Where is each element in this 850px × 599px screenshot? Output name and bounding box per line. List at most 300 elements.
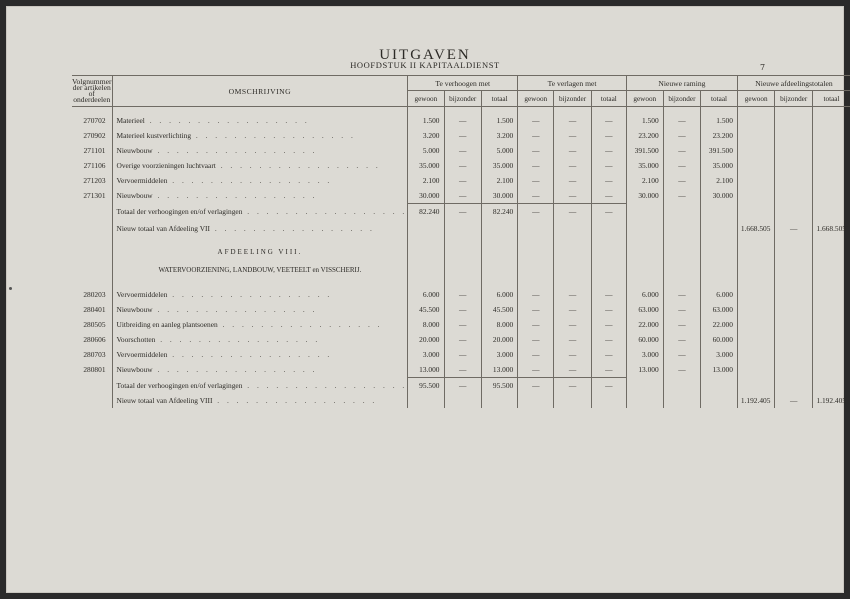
- sub-bijzonder: bijzonder: [775, 91, 813, 107]
- section-heading-row: [72, 238, 850, 259]
- value-cell: 3.200: [482, 128, 518, 143]
- value-cell: [663, 238, 701, 259]
- leader-dots: . . . . . . . . . . . . . . . . .: [215, 161, 381, 170]
- value-cell: [812, 113, 850, 128]
- value-cell: [737, 113, 775, 128]
- row-description: [112, 393, 408, 408]
- article-number: 280401: [83, 305, 106, 314]
- description-text: Nieuw totaal van Afdeeling VIII: [116, 396, 213, 405]
- value-cell: 60.000: [701, 332, 738, 347]
- value-cell: [812, 362, 850, 378]
- value-cell: —: [444, 332, 482, 347]
- article-number: [72, 378, 112, 394]
- department-total-value: 1.192.405: [737, 393, 775, 408]
- value-cell: 1.500: [626, 113, 663, 128]
- value-cell: 35.000: [482, 158, 518, 173]
- department-total-value: —: [775, 393, 813, 408]
- department-total-value: 1.192.405: [812, 393, 850, 408]
- value-cell: [482, 259, 518, 281]
- value-cell: [775, 158, 813, 173]
- value-cell: —: [663, 347, 701, 362]
- leader-dots: . . . . . . . . . . . . . . . . .: [167, 290, 333, 299]
- value-cell: —: [518, 347, 554, 362]
- value-cell: [626, 204, 663, 220]
- value-cell: —: [444, 317, 482, 332]
- value-cell: —: [591, 173, 626, 188]
- value-cell: 8.000: [408, 317, 444, 332]
- value-cell: 35.000: [626, 158, 663, 173]
- value-cell: [444, 393, 482, 408]
- value-cell: —: [663, 188, 701, 204]
- description-text: Nieuwbouw: [116, 146, 153, 155]
- row-description: [112, 362, 408, 378]
- value-cell: [737, 287, 775, 302]
- leader-dots: . . . . . . . . . . . . . . . . .: [242, 380, 408, 390]
- value-cell: 20.000: [408, 332, 444, 347]
- value-cell: 13.000: [482, 362, 518, 378]
- value-cell: [775, 143, 813, 158]
- article-number: [72, 219, 112, 238]
- value-cell: 1.500: [408, 113, 444, 128]
- value-cell: —: [554, 173, 592, 188]
- leader-dots: . . . . . . . . . . . . . . . . .: [152, 365, 318, 375]
- value-cell: —: [663, 302, 701, 317]
- value-cell: 60.000: [626, 332, 663, 347]
- leader-dots: . . . . . . . . . . . . . . . . .: [167, 176, 333, 185]
- value-cell: [591, 259, 626, 281]
- value-cell: [737, 143, 775, 158]
- value-cell: —: [518, 332, 554, 347]
- value-cell: —: [663, 113, 701, 128]
- value-cell: [444, 259, 482, 281]
- value-cell: 30.000: [626, 188, 663, 204]
- value-cell: —: [518, 143, 554, 158]
- value-cell: [812, 128, 850, 143]
- value-cell: —: [444, 113, 482, 128]
- value-cell: 45.500: [408, 302, 444, 317]
- article-number: [72, 259, 112, 281]
- row-description: [112, 332, 408, 347]
- sub-totaal: totaal: [701, 91, 738, 107]
- value-cell: [775, 173, 813, 188]
- value-cell: 391.500: [701, 143, 738, 158]
- value-cell: [737, 302, 775, 317]
- expenditure-table: [72, 75, 850, 408]
- value-cell: —: [663, 158, 701, 173]
- article-number: 271106: [83, 161, 106, 170]
- article-number: [72, 238, 112, 259]
- table-row: [72, 347, 850, 362]
- value-cell: 1.500: [701, 113, 738, 128]
- value-cell: [737, 128, 775, 143]
- value-cell: [775, 238, 813, 259]
- value-cell: [775, 113, 813, 128]
- leader-dots: . . . . . . . . . . . . . . . . .: [155, 335, 321, 344]
- description-text: Totaal der verhoogingen en/of verlagingen: [116, 380, 243, 390]
- value-cell: [812, 188, 850, 204]
- article-number: 280505: [83, 320, 106, 329]
- value-cell: 35.000: [408, 158, 444, 173]
- value-cell: [663, 378, 701, 394]
- value-cell: —: [663, 332, 701, 347]
- value-cell: [554, 219, 592, 238]
- value-cell: —: [518, 113, 554, 128]
- value-cell: —: [444, 302, 482, 317]
- total-row: [72, 204, 850, 220]
- row-description: [112, 378, 408, 394]
- description-text: Vervoermiddelen: [116, 290, 168, 299]
- value-cell: [812, 287, 850, 302]
- value-cell: —: [444, 347, 482, 362]
- value-cell: 6.000: [626, 287, 663, 302]
- value-cell: 6.000: [482, 287, 518, 302]
- value-cell: —: [591, 287, 626, 302]
- value-cell: —: [663, 317, 701, 332]
- value-cell: [591, 219, 626, 238]
- value-cell: [701, 259, 738, 281]
- value-cell: [663, 393, 701, 408]
- group-te-verhoogen: Te verhoogen met: [408, 76, 518, 91]
- section-title: AFDEELING VIII.: [112, 238, 408, 259]
- value-cell: —: [444, 143, 482, 158]
- value-cell: —: [554, 302, 592, 317]
- value-cell: —: [518, 317, 554, 332]
- value-cell: —: [591, 362, 626, 378]
- value-cell: —: [554, 317, 592, 332]
- value-cell: [701, 219, 738, 238]
- leader-dots: . . . . . . . . . . . . . . . . .: [242, 206, 408, 216]
- row-description: [112, 128, 408, 143]
- value-cell: —: [591, 113, 626, 128]
- value-cell: 1.500: [482, 113, 518, 128]
- total-row: [72, 378, 850, 394]
- value-cell: [626, 393, 663, 408]
- sub-bijzonder: bijzonder: [444, 91, 482, 107]
- article-number: [72, 204, 112, 220]
- page-title: UITGAVEN: [379, 47, 471, 63]
- value-cell: [701, 238, 738, 259]
- value-cell: 2.100: [626, 173, 663, 188]
- value-cell: [812, 143, 850, 158]
- value-cell: [775, 259, 813, 281]
- total-value: —: [591, 378, 626, 394]
- value-cell: 30.000: [701, 188, 738, 204]
- value-cell: 23.200: [701, 128, 738, 143]
- value-cell: [663, 259, 701, 281]
- value-cell: [775, 204, 813, 220]
- value-cell: [591, 393, 626, 408]
- description-text: Nieuw totaal van Afdeeling VII: [116, 224, 210, 233]
- article-number: 280703: [83, 350, 106, 359]
- value-cell: 63.000: [626, 302, 663, 317]
- value-cell: [444, 219, 482, 238]
- new-total-row: [72, 219, 850, 238]
- description-text: Overige voorzieningen luchtvaart: [116, 161, 216, 170]
- value-cell: 13.000: [626, 362, 663, 378]
- value-cell: 2.100: [408, 173, 444, 188]
- value-cell: [482, 393, 518, 408]
- value-cell: 2.100: [482, 173, 518, 188]
- table-row: [72, 143, 850, 158]
- value-cell: [812, 204, 850, 220]
- row-description: [112, 219, 408, 238]
- value-cell: [518, 259, 554, 281]
- description-text: Vervoermiddelen: [116, 176, 168, 185]
- value-cell: [737, 238, 775, 259]
- sub-gewoon: gewoon: [518, 91, 554, 107]
- value-cell: [626, 219, 663, 238]
- value-cell: [737, 347, 775, 362]
- col-omschrijving: OMSCHRIJVING: [112, 76, 408, 107]
- value-cell: —: [444, 287, 482, 302]
- value-cell: 6.000: [701, 287, 738, 302]
- value-cell: —: [444, 128, 482, 143]
- article-number: 270902: [83, 131, 106, 140]
- value-cell: [775, 128, 813, 143]
- total-value: 82.240: [408, 204, 444, 220]
- value-cell: [554, 393, 592, 408]
- leader-dots: . . . . . . . . . . . . . . . . .: [191, 131, 356, 140]
- article-number: 270702: [83, 116, 106, 125]
- value-cell: [626, 259, 663, 281]
- value-cell: [518, 393, 554, 408]
- group-nieuwe-raming: Nieuwe raming: [626, 76, 737, 91]
- value-cell: 3.200: [408, 128, 444, 143]
- description-text: Nieuwbouw: [116, 365, 153, 375]
- value-cell: [812, 173, 850, 188]
- total-value: —: [518, 378, 554, 394]
- row-description: [112, 173, 408, 188]
- value-cell: —: [591, 332, 626, 347]
- value-cell: 63.000: [701, 302, 738, 317]
- value-cell: 22.000: [701, 317, 738, 332]
- value-cell: [408, 259, 444, 281]
- leader-dots: . . . . . . . . . . . . . . . . .: [152, 305, 318, 314]
- total-value: —: [444, 378, 482, 394]
- value-cell: [812, 347, 850, 362]
- value-cell: [554, 238, 592, 259]
- value-cell: [775, 347, 813, 362]
- total-value: 82.240: [482, 204, 518, 220]
- sub-totaal: totaal: [591, 91, 626, 107]
- value-cell: [775, 188, 813, 204]
- leader-dots: . . . . . . . . . . . . . . . . .: [209, 224, 375, 233]
- value-cell: 5.000: [408, 143, 444, 158]
- value-cell: [737, 317, 775, 332]
- article-number: [72, 393, 112, 408]
- value-cell: —: [554, 143, 592, 158]
- table-row: [72, 188, 850, 204]
- value-cell: —: [518, 158, 554, 173]
- row-description: [112, 302, 408, 317]
- value-cell: —: [554, 128, 592, 143]
- value-cell: —: [518, 362, 554, 378]
- value-cell: [812, 238, 850, 259]
- sub-gewoon: gewoon: [408, 91, 444, 107]
- value-cell: —: [518, 173, 554, 188]
- value-cell: 35.000: [701, 158, 738, 173]
- value-cell: [775, 302, 813, 317]
- value-cell: 391.500: [626, 143, 663, 158]
- value-cell: —: [518, 302, 554, 317]
- total-value: —: [444, 204, 482, 220]
- value-cell: —: [444, 173, 482, 188]
- value-cell: [812, 378, 850, 394]
- value-cell: —: [444, 362, 482, 378]
- value-cell: 30.000: [482, 188, 518, 204]
- value-cell: 8.000: [482, 317, 518, 332]
- total-value: 95.500: [482, 378, 518, 394]
- value-cell: —: [591, 317, 626, 332]
- department-total-value: 1.668.505: [737, 219, 775, 238]
- department-total-value: —: [775, 219, 813, 238]
- value-cell: [663, 204, 701, 220]
- description-text: Nieuwbouw: [116, 191, 153, 201]
- sub-bijzonder: bijzonder: [554, 91, 592, 107]
- value-cell: [737, 158, 775, 173]
- value-cell: —: [444, 188, 482, 204]
- value-cell: —: [554, 158, 592, 173]
- table-row: [72, 287, 850, 302]
- page-subtitle: HOOFDSTUK II KAPITAALDIENST: [350, 60, 500, 70]
- value-cell: —: [518, 128, 554, 143]
- value-cell: 30.000: [408, 188, 444, 204]
- value-cell: [518, 238, 554, 259]
- value-cell: —: [554, 188, 592, 204]
- article-number: 271203: [83, 176, 106, 185]
- value-cell: 45.500: [482, 302, 518, 317]
- row-description: [112, 158, 408, 173]
- value-cell: —: [663, 128, 701, 143]
- sub-totaal: totaal: [482, 91, 518, 107]
- value-cell: [482, 219, 518, 238]
- value-cell: [737, 204, 775, 220]
- value-cell: [554, 259, 592, 281]
- article-number: 280606: [83, 335, 106, 344]
- value-cell: [626, 238, 663, 259]
- table-row: [72, 158, 850, 173]
- value-cell: [812, 332, 850, 347]
- group-te-verlagen: Te verlagen met: [518, 76, 627, 91]
- value-cell: [626, 378, 663, 394]
- department-total-value: 1.668.505: [812, 219, 850, 238]
- value-cell: [812, 302, 850, 317]
- value-cell: [737, 188, 775, 204]
- total-value: —: [554, 378, 592, 394]
- value-cell: [737, 378, 775, 394]
- description-text: Vervoermiddelen: [116, 350, 168, 359]
- leader-dots: . . . . . . . . . . . . . . . . .: [152, 191, 318, 201]
- value-cell: [408, 238, 444, 259]
- value-cell: [775, 362, 813, 378]
- value-cell: [737, 173, 775, 188]
- value-cell: [591, 238, 626, 259]
- value-cell: —: [591, 188, 626, 204]
- value-cell: [444, 238, 482, 259]
- row-description: [112, 188, 408, 204]
- table-row: [72, 173, 850, 188]
- value-cell: [775, 378, 813, 394]
- section-subtitle: WATERVOORZIENING, LANDBOUW, VEETEELT en VISSCHERIJ.: [112, 259, 408, 281]
- row-description: [112, 143, 408, 158]
- description-text: Voorschotten: [116, 335, 156, 344]
- description-text: Materieel: [116, 116, 145, 125]
- value-cell: [775, 287, 813, 302]
- value-cell: 6.000: [408, 287, 444, 302]
- total-value: 95.500: [408, 378, 444, 394]
- table-row: [72, 317, 850, 332]
- value-cell: —: [663, 287, 701, 302]
- value-cell: [482, 238, 518, 259]
- value-cell: —: [444, 158, 482, 173]
- value-cell: [663, 219, 701, 238]
- table-row: [72, 113, 850, 128]
- article-number: 280203: [83, 290, 106, 299]
- row-description: [112, 113, 408, 128]
- sub-bijzonder: bijzonder: [663, 91, 701, 107]
- value-cell: [812, 317, 850, 332]
- total-value: —: [518, 204, 554, 220]
- value-cell: 13.000: [701, 362, 738, 378]
- leader-dots: . . . . . . . . . . . . . . . . .: [167, 350, 333, 359]
- value-cell: 3.000: [482, 347, 518, 362]
- value-cell: —: [591, 128, 626, 143]
- value-cell: —: [663, 173, 701, 188]
- article-number: 271301: [83, 191, 106, 201]
- value-cell: [408, 393, 444, 408]
- leader-dots: . . . . . . . . . . . . . . . . .: [144, 116, 310, 125]
- table-row: [72, 302, 850, 317]
- value-cell: —: [554, 332, 592, 347]
- value-cell: [518, 219, 554, 238]
- value-cell: [812, 259, 850, 281]
- leader-dots: . . . . . . . . . . . . . . . . .: [152, 146, 318, 155]
- sub-gewoon: gewoon: [626, 91, 663, 107]
- description-text: Nieuwbouw: [116, 305, 153, 314]
- table-row: [72, 332, 850, 347]
- new-total-row: [72, 393, 850, 408]
- total-value: —: [591, 204, 626, 220]
- value-cell: [701, 204, 738, 220]
- value-cell: 3.000: [701, 347, 738, 362]
- row-description: [112, 204, 408, 220]
- table-row: [72, 128, 850, 143]
- value-cell: —: [554, 287, 592, 302]
- description-text: Uitbreiding en aanleg plantsoenen: [116, 320, 218, 329]
- total-value: —: [554, 204, 592, 220]
- sub-totaal: totaal: [812, 91, 850, 107]
- group-nieuwe-afdeelingstotalen: Nieuwe afdeelingstotalen: [737, 76, 850, 91]
- table-body: [72, 107, 850, 409]
- value-cell: —: [554, 347, 592, 362]
- value-cell: [737, 259, 775, 281]
- article-number: 280801: [83, 365, 106, 375]
- value-cell: 5.000: [482, 143, 518, 158]
- leader-dots: . . . . . . . . . . . . . . . . .: [212, 396, 378, 405]
- value-cell: [701, 393, 738, 408]
- value-cell: —: [591, 158, 626, 173]
- value-cell: —: [591, 347, 626, 362]
- description-text: Materieel kustverlichting: [116, 131, 192, 140]
- value-cell: —: [554, 113, 592, 128]
- value-cell: [408, 219, 444, 238]
- margin-dot: [9, 287, 12, 290]
- value-cell: 3.000: [408, 347, 444, 362]
- col-volgnummer: Volgnummer der artikelen of onderdeelen: [72, 76, 112, 107]
- value-cell: —: [663, 143, 701, 158]
- value-cell: 22.000: [626, 317, 663, 332]
- value-cell: —: [591, 143, 626, 158]
